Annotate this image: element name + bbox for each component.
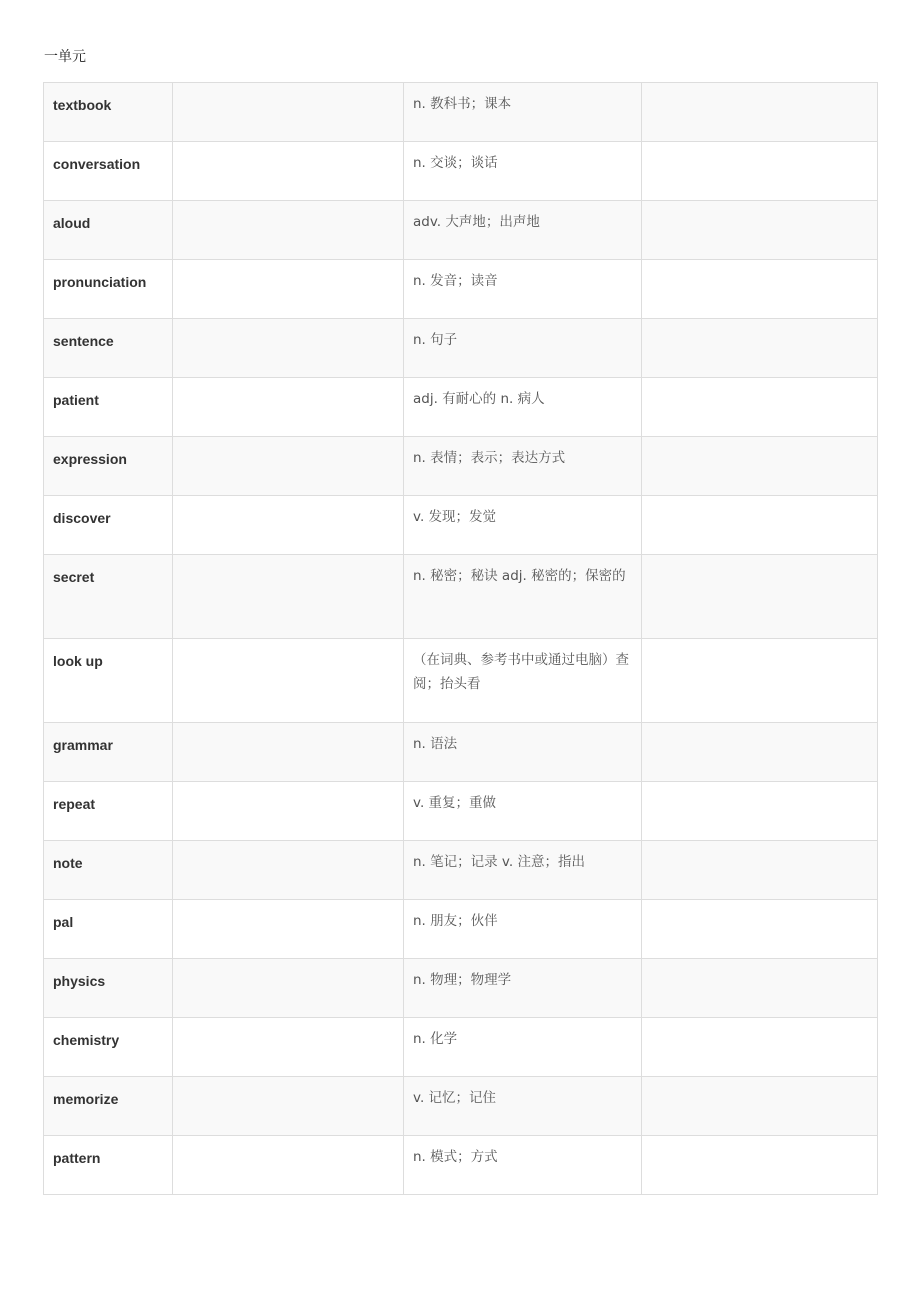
extra-cell (642, 378, 878, 437)
extra-cell (642, 959, 878, 1018)
word-cell: look up (44, 639, 173, 723)
word-cell: expression (44, 437, 173, 496)
word-cell: note (44, 841, 173, 900)
meaning-cell: v. 重复；重做 (404, 782, 642, 841)
phonetic-cell (173, 142, 404, 201)
table-row (44, 201, 878, 260)
phonetic-cell (173, 260, 404, 319)
extra-cell (642, 1077, 878, 1136)
word-cell: memorize (44, 1077, 173, 1136)
word-cell: secret (44, 555, 173, 639)
meaning-cell: n. 笔记；记录 v. 注意；指出 (404, 841, 642, 900)
phonetic-cell (173, 900, 404, 959)
phonetic-cell (173, 555, 404, 639)
meaning-cell: n. 朋友；伙伴 (404, 900, 642, 959)
word-cell: aloud (44, 201, 173, 260)
meaning-cell: n. 语法 (404, 723, 642, 782)
phonetic-cell (173, 639, 404, 723)
extra-cell (642, 260, 878, 319)
extra-cell (642, 496, 878, 555)
meaning-cell: n. 句子 (404, 319, 642, 378)
meaning-cell: n. 物理；物理学 (404, 959, 642, 1018)
extra-cell (642, 639, 878, 723)
phonetic-cell (173, 437, 404, 496)
meaning-cell: （在词典、参考书中或通过电脑）查阅；抬头看 (404, 639, 642, 723)
table-row (44, 142, 878, 201)
meaning-cell: n. 表情；表示；表达方式 (404, 437, 642, 496)
table-row (44, 782, 878, 841)
meaning-cell: v. 记忆；记住 (404, 1077, 642, 1136)
table-row (44, 83, 878, 142)
word-cell: sentence (44, 319, 173, 378)
word-cell: physics (44, 959, 173, 1018)
phonetic-cell (173, 959, 404, 1018)
phonetic-cell (173, 378, 404, 437)
extra-cell (642, 83, 878, 142)
table-row (44, 260, 878, 319)
extra-cell (642, 1136, 878, 1195)
phonetic-cell (173, 319, 404, 378)
phonetic-cell (173, 496, 404, 555)
extra-cell (642, 782, 878, 841)
table-row (44, 1077, 878, 1136)
table-row (44, 319, 878, 378)
word-cell: conversation (44, 142, 173, 201)
extra-cell (642, 142, 878, 201)
phonetic-cell (173, 1136, 404, 1195)
word-cell: pattern (44, 1136, 173, 1195)
word-cell: textbook (44, 83, 173, 142)
meaning-cell: n. 化学 (404, 1018, 642, 1077)
phonetic-cell (173, 841, 404, 900)
extra-cell (642, 319, 878, 378)
meaning-cell: adv. 大声地；出声地 (404, 201, 642, 260)
meaning-cell: n. 秘密；秘诀 adj. 秘密的；保密的 (404, 555, 642, 639)
phonetic-cell (173, 201, 404, 260)
meaning-cell: n. 交谈；谈话 (404, 142, 642, 201)
table-row (44, 1136, 878, 1195)
word-cell: pal (44, 900, 173, 959)
meaning-cell: adj. 有耐心的 n. 病人 (404, 378, 642, 437)
table-row (44, 555, 878, 639)
word-cell: patient (44, 378, 173, 437)
table-row (44, 900, 878, 959)
meaning-cell: n. 教科书；课本 (404, 83, 642, 142)
phonetic-cell (173, 1018, 404, 1077)
word-cell: discover (44, 496, 173, 555)
phonetic-cell (173, 723, 404, 782)
table-row (44, 959, 878, 1018)
table-row (44, 378, 878, 437)
extra-cell (642, 201, 878, 260)
extra-cell (642, 1018, 878, 1077)
table-row (44, 437, 878, 496)
table-row (44, 1018, 878, 1077)
extra-cell (642, 723, 878, 782)
extra-cell (642, 555, 878, 639)
extra-cell (642, 437, 878, 496)
phonetic-cell (173, 782, 404, 841)
page-title: 一单元 (44, 49, 86, 65)
table-row (44, 639, 878, 723)
word-cell: repeat (44, 782, 173, 841)
table-row (44, 496, 878, 555)
table-row (44, 841, 878, 900)
meaning-cell: n. 发音；读音 (404, 260, 642, 319)
extra-cell (642, 900, 878, 959)
word-cell: pronunciation (44, 260, 173, 319)
table-row (44, 723, 878, 782)
phonetic-cell (173, 83, 404, 142)
vocabulary-table (43, 82, 878, 1195)
word-cell: grammar (44, 723, 173, 782)
word-cell: chemistry (44, 1018, 173, 1077)
extra-cell (642, 841, 878, 900)
phonetic-cell (173, 1077, 404, 1136)
meaning-cell: n. 模式；方式 (404, 1136, 642, 1195)
meaning-cell: v. 发现；发觉 (404, 496, 642, 555)
